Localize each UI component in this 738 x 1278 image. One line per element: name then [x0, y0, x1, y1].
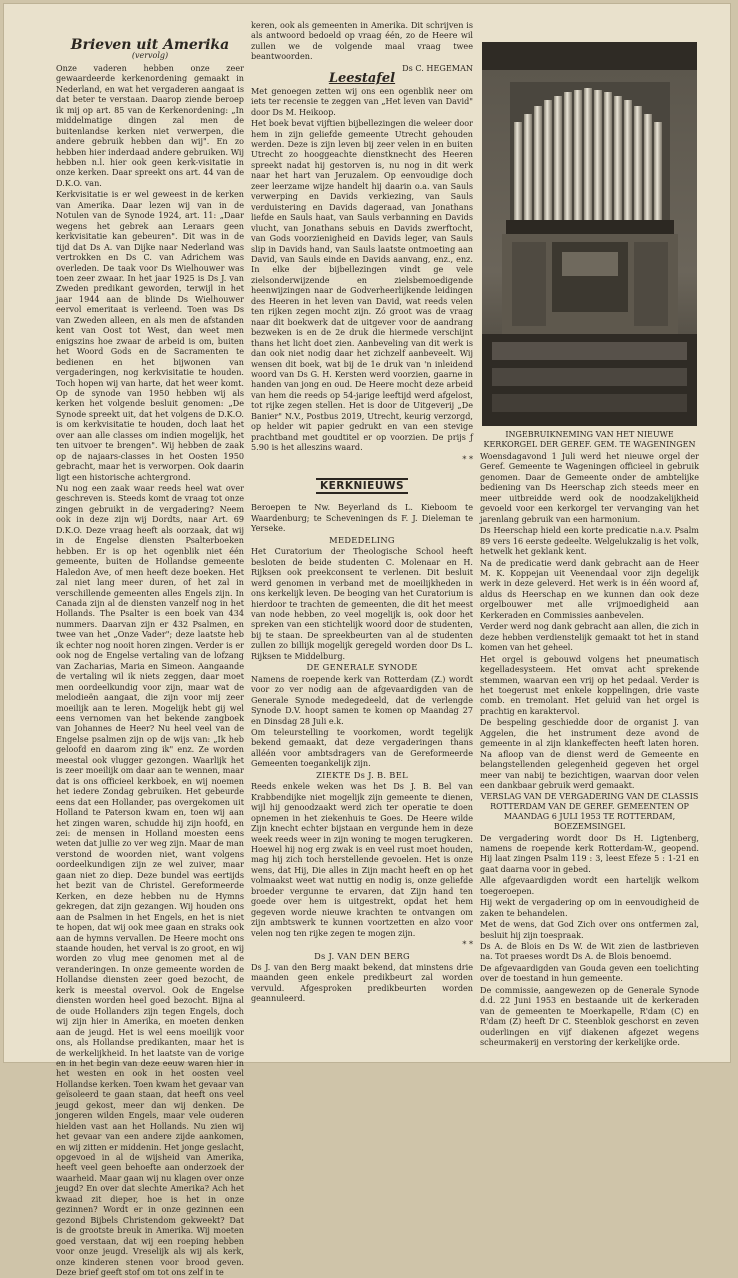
- paragraph: Met genoegen zetten wij ons een ogenblik neer om iets ter recensie te zeggen van „Het leven van David" door Ds M. Heikoop.: [251, 85, 473, 117]
- paragraph: Beroepen te Nw. Beyerland ds L. Kieboom te Waardenburg; te Scheveningen ds F. J. Dieleman te Yerseke.: [251, 502, 473, 534]
- article-title: Brieven uit Amerika: [70, 37, 230, 53]
- paragraph: Om teleurstelling te voorkomen, wordt tegelijk bekend gemaakt, dat deze vergaderingen thans alléén voor ambtsdragers van de Gereformeerde Gemeenten toegankelijk zijn.: [251, 727, 473, 769]
- paragraph: Kerkvisitatie is er wel geweest in de kerken van Amerika. Daar lezen wij van in de Notulen van de Synode 1924, art. 11: „Daar wegens het gebrek aan Leraars geen kerkvisitatie kan gebeuren". Dit was in de tijd dat Ds A. van Dijke naar Nederland was vertrokken en Ds C. van Adrichem was overleden. De taak voor Ds Wielhouwer was toen zeer zwaar. In het jaar 1925 is Ds J. van Zweden predikant geworden, terwijl in het jaar 1944 aan de blinde Ds Wielhouwer eervol emeritaat is verleend. Toen was Ds van Zweden alleen, en als men de afstanden kent van Oost tot West, dan weet men enigszins hoe zwaar de arbeid is om, buiten het Woord Gods en de Sacramenten te bedienen en het bijwonen van vergaderingen, nog kerkvisitatie te houden. Toch hopen wij van harte, dat het weer komt. Op de synode van 1950 hebben wij als kerken het volgende besluit genomen: „De Synode spreekt uit, dat het volgens de D.K.O. is om kerkvisitatie te houden, doch laat het over aan alle classes om indien mogelijk, het ten uitvoer te brengen". Wij hebben de zaak op de najaars-classes in het Oosten 1950 gebracht, maar het is verworpen. Ook daarin ligt een historische achtergrond.: [56, 189, 244, 482]
- subheading: MEDEDELING: [329, 534, 395, 545]
- paragraph: Het boek bevat vijftien bijbellezingen die weleer door hem in zijn geliefde gemeente Utrecht gehouden werden. Deze is zijn leven bij zeer velen in en buiten Utrecht zo hooggeachte dienstknecht des Heeren spreekt nadat hij gestorven is, nu nog in dit werk naar het hart van Jeruzalem. Op eenvoudige doch zeer leerzame wijze handelt hij daarin o.a. van Sauls verwerping en Davids verkiezing, van Sauls verduistering en Davids dageraad, van Jonathans liefde en Sauls haat, van Sauls verbanning en Davids vlucht, van Jonathans sebuis en Davids zwerftocht, van Gods voorzienigheid en Davids leger, van Sauls slip in Davids hand, van Sauls laatste ontmoeting aan David, van Sauls einde en Davids aanvang, enz., enz. In elke der bijbellezingen vindt ge vele zielsonderwijzende en zielsbemoedigende heenwijzingen naar de Godverheerlijkende leidingen des Heeren in het leven van David, wat reeds velen ten rijken zegen mocht zijn. Zó groot was de vraag naar dit boekwerk dat de uitgever voor de aandrang bezweken is en de 2e druk die hiermede verschijnt thans het licht doet zien. Aanbeveling van dit werk is dan ook niet nodig daar het zichzelf aanbeveelt. Wij wensen dit boek, wat bij de 1e druk van 'n inleidend woord van Ds G. H. Kersten werd voorzien, gaarne in handen van jong en oud. De Heere mocht deze arbeid van hem die reeds op 54-jarige leeftijd werd afgelost, tot rijke zegen stellen. Het is door de Uitgeverij „De Banier" N.V., Postbus 2019, Utrecht, keurig verzorgd, op helder wit papier gedrukt en van een stevige prachtband met goudtitel er op voorzien. De prijs ƒ 5.90 is het alleszins waard.: [251, 118, 473, 453]
- paragraph: Het orgel is gebouwd volgens het pneumatisch kegelladesysteem. Het omvat acht sprekende stemmen, waarvan een vrij op het pedaal. Verder is het toegerust met enkele koppelingen, drie vaste comb. en tremolant. Het geluid van het orgel is prachtig en karaktervol.: [480, 653, 699, 716]
- column-middle: [251, 20, 473, 1005]
- section-heading-kerknieuws: KERKNIEUWS: [251, 478, 473, 494]
- paragraph: De commissie, aangewezen op de Generale Synode d.d. 22 Juni 1953 en bestaande uit de kerkeraden van de gemeenten te Moerkapelle, R'dam (C) en R'dam (Z) heeft Dr C. Steenblok geschorst en zeven ouderlingen en vijf diakenen afgezet wegens scheurmakerij en verstoring der kerkelijke orde.: [480, 984, 699, 1048]
- section-heading-verslag: VERSLAG VAN DE VERGADERING VAN DE CLASSIS ROTTERDAM VAN DE GEREF. GEMEENTEN OP MAANDAG 6 JULI 1953 TE ROTTERDAM, BOEZEMSINGEL: [480, 791, 699, 831]
- separator-stars: * *: [462, 453, 473, 464]
- paragraph: Reeds enkele weken was het Ds J. B. Bel van Krabbendijke niet mogelijk zijn gemeente te dienen, wijl hij genoodzaakt werd zich ter operatie te doen opnemen in het ziekenhuis te Goes. De Heere wilde Zijn knecht echter bijstaan en vergunde hem in deze week reeds weer in zijn woning te mogen terugkeren. Hoewel hij nog erg zwak is en veel rust moet houden, mag hij zich toch herstellende gevoelen. Het is onze wens, dat Hij, Die alles in Zijn macht heeft en op het volmaakst weet wat nuttig en nodig is, onze geliefde broeder vergunne te ervaren, dat Zijn hand ten goede over hem is uitgestrekt, opdat het hem gegeven worde nieuwe krachten te ontvangen om zijn ambtswerk te kunnen voortzetten en alzo voor velen nog ten rijke zegen te mogen zijn.: [251, 781, 473, 938]
- organ-photo: [482, 42, 697, 426]
- organ-photo-drawing: [482, 42, 697, 426]
- paragraph: Nu nog een zaak waar reeds heel wat over geschreven is. Steeds komt de vraag tot onze zingen gebruikt in de vergadering? Neem ook in deze zijn wij Dordts, naar Art. 69 D.K.O. Deze vraag heeft als oorzaak, dat wij in de Engelse diensten Psalterboeken hebben. Er is op het ogenblik niet één gemeente, buiten de Hollandse gemeente Haledon Ave, of men heeft deze boeken. Het zal niet lang meer duren, of het zal in verschillende gemeenten alles Engels zijn. In Canada zijn al de diensten vanzelf nog in het Hollands. The Psalter is een boek van 434 nummers. Daarvan zijn er 432 Psalmen, en twee van het „Onze Vader"; deze laatste heb ik echter nog nooit horen zingen. Verder is er ook nog de Engelse vertaling van de lofzang van Zacharias, Maria en Simeon. Aangaande de vertaling wil ik niets zeggen, daar moet men oordeelkundig voor zijn, maar wat de melodieën aangaat, die zijn voor mij zeer moeilijk aan te leren. Mogelijk hebt gij wel eens vernomen van het bekende zangboek van Johannes de Heer? Nu heel veel van de Engelse psalmen zijn op de wijs van: „Ik heb geloofd en daarom zing ik" enz. Ze worden meestal ook vlugger gezongen. Waarlijk het is zeer moeilijk om daar aan te wennen, maar dat is ons officieel kerkboek, en wij noemen het iedere Zondag gebruiken. Het gebeurde eens dat een Hollander, pas overgekomen uit Holland te Paterson kwam en, toen wij aan het zingen waren, schudde hij zijn hoofd, en zei: de mensen in Holland moesten eens weten dat jullie zo ver weg zijn. Maar de man verstond de woorden niet, want volgens oordeelkundigen zijn ze wel zuiver, maar gaan niet zo diep. Deze bundel was eertijds het bezit van de Christel. Gereformeerde Kerken, en deze hebben nu de Hymns gekregen, dat zijn gezangen. Wij houden ons aan de Psalmen in het Engels, en het is niet te hopen, dat wij ook mee gaan en straks ook aan de hymns vervallen. De Heere mocht ons staande houden, het verval is zo groot, en wij worden zo vlug mee genomen met al de veranderingen. In onze gemeente worden de Hollandse diensten zeer goed bezocht, de kerk is meestal overvol. Ook de Engelse diensten worden heel goed bezocht. Bijna al de oude Hollanders zijn tegen Engels, doch wij zijn hier in Amerika, en moeten denken aan de jeugd. Het is wel eens moeilijk voor ons, als Hollandse predikanten, maar het is de werkelijkheid. In het laatste van de vorige en in het begin van deze eeuw waren hier in het westen en ook in het oosten veel Hollandse kerken. Toen kwam het gevaar van geïsoleerd te gaan staan, dat heeft ons veel jeugd gekost, meer dan wij denken. De jongeren wilden Engels, maar vele ouderen hielden vast aan het Hollands. Nu zien wij het gevaar van een andere zijde aankomen, en wij zitten er middenin. Het jonge geslacht, opgevoed in al de wijsheid van Amerika, heeft veel geen behoefte aan onderzoek der waarheid. Maar gaan wij nu klagen over onze jeugd? En over dat slechte Amerika? Ach het kwaad zit dieper, hoe is het in onze gezinnen? Wordt er in onze gezinnen een gezond Bijbels Christendom gekweekt? Dat is de grootste breuk in Amerika. Wij moeten goed verstaan, dat wij een roeping hebben voor onze jeugd. Vreselijk als wij als kerk, onze kinderen stenen voor brood geven. Deze brief geeft stof om tot ons zelf in te: [56, 483, 244, 1278]
- paragraph: keren, ook als gemeenten in Amerika. Dit schrijven is als antwoord bedoeld op vraag één, zo de Heere wil zullen we de volgende maal vraag twee beantwoorden.: [251, 20, 473, 62]
- paragraph: Woensdagavond 1 Juli werd het nieuwe orgel der Geref. Gemeente te Wageningen officieel in gebruik genomen. Daar de Gemeente onder de ambtelijke bediening van Ds Heerschap zich steeds meer en meer uitbreidde werd ook de noodzakelijkheid gevoeld voor een kerkorgel ter vervanging van het jarenlang gebruik van een harmonium.: [480, 451, 699, 524]
- paragraph: Ds A. de Blois en Ds W. de Wit zien de lastbrieven na. Tot praeses wordt Ds A. de Blois benoemd.: [480, 941, 699, 962]
- photo-caption: INGEBRUIKNEMING VAN HET NIEUWE KERKORGEL DER GEREF. GEM. TE WAGENINGEN: [483, 430, 696, 449]
- paragraph: Het Curatorium der Theologische School heeft besloten de beide studenten C. Molenaar en H. Rijksen ook preekconsent te verlenen. Dit besluit werd genomen in verband met de moeilijkheden in ons kerkelijk leven. De beoging van het Curatorium is hierdoor te trachten de gemeenten, die dit het meest van node hebben, zo veel mogelijk is, ook door het spreken van een stichtelijk woord door de studenten, bij te staan. De spreekbeurten van al de studenten zullen zo billijk mogelijk geregeld worden door Ds L. Rijksen te Middelburg.: [251, 546, 473, 661]
- article-subtitle: (vervolg): [131, 51, 169, 61]
- paragraph: Alle afgevaardigden wordt een hartelijk welkom toegeroepen.: [480, 875, 699, 896]
- paragraph: De afgevaardigden van Gouda geven een toelichting over de toestand in hun gemeente.: [480, 962, 699, 984]
- separator-stars: * *: [462, 939, 473, 950]
- newspaper-page: [4, 4, 730, 1278]
- subheading: DE GENERALE SYNODE: [306, 662, 418, 673]
- organ-pipes: [514, 88, 662, 222]
- subheading: Ds J. VAN DEN BERG: [314, 950, 410, 961]
- column-right: [480, 430, 699, 1049]
- paragraph: Ds Heerschap hield een korte predicatie n.a.v. Psalm 89 vers 16 eerste gedeelte. Welgelukzalig is het volk, hetwelk het geklank kent.: [480, 525, 699, 557]
- paragraph: De bespeling geschiedde door de organist J. van Aggelen, die het instrument deze avond de gemeente in al zijn klankeffecten heeft laten horen. Na afloop van de dienst werd de Gemeente en belangstellenden gelegenheid gegeven het orgel meer van nabij te bezichtigen, waarvan door velen een dankbaar gebruik werd gemaakt.: [480, 717, 699, 791]
- subheading: ZIEKTE Ds J. B. BEL: [316, 769, 408, 780]
- paragraph: Verder werd nog dank gebracht aan allen, die zich in deze hebben verdienstelijk gemaakt tot het in stand komen van het geheel.: [480, 621, 699, 653]
- paragraph: Hij wekt de vergadering op om in eenvoudigheid de zaken te behandelen.: [480, 897, 699, 918]
- paragraph: Onze vaderen hebben onze zeer gewaardeerde kerkenordening gemaakt in Nederland, en wat het vergaderen aangaat is dat beter te verstaan. Daarop ziende beroep ik mij op art. 85 van de Kerkenordening: „In middelmatige dingen zal men de buitenlandse kerken niet verwerpen, die andere gebruik hebben dan wij". En zo hebben hier inderdaad andere gebruiken. Wij hebben n.l. hier ook geen kerk-visitatie in onze kerken. Daar spreekt ons art. 44 van de D.K.O. van.: [56, 62, 244, 188]
- paragraph: Met de wens, dat God Zich over ons ontfermen zal, besluit hij zijn toespraak.: [480, 919, 699, 940]
- paragraph: Ds J. van den Berg maakt bekend, dat minstens drie maanden geen enkele predikbeurt zal worden vervuld. Afgesproken predikbeurten worden geannuleerd.: [251, 961, 473, 1004]
- section-heading-leestafel: Leestafel: [328, 71, 396, 87]
- paragraph: De vergadering wordt door Ds H. Ligtenberg, namens de roepende kerk Rotterdam-W., geopend. Hij laat zingen Psalm 119 : 3, leest Efeze 5 : 1-21 en gaat daarna voor in gebed.: [480, 832, 699, 874]
- paragraph: Na de predicatie werd dank gebracht aan de Heer M. K. Koppejan uit Veenendaal voor zijn degelijk werk in deze geleverd. Het werk is in één woord af, aldus ds Heerschap en we kunnen dan ook deze orgelbouwer met alle vrijmoedigheid aan Kerkeraden en Commissies aanbevelen.: [480, 557, 699, 620]
- paragraph: Namens de roepende kerk van Rotterdam (Z.) wordt voor zo ver nodig aan de afgevaardigden van de Generale Synode medegedeeld, dat de verlengde Synode D.V. hoopt samen te komen op Maandag 27 en Dinsdag 28 Juli e.k.: [251, 673, 473, 726]
- column-left: [56, 37, 244, 1278]
- signature: Ds C. HEGEMAN: [402, 62, 473, 73]
